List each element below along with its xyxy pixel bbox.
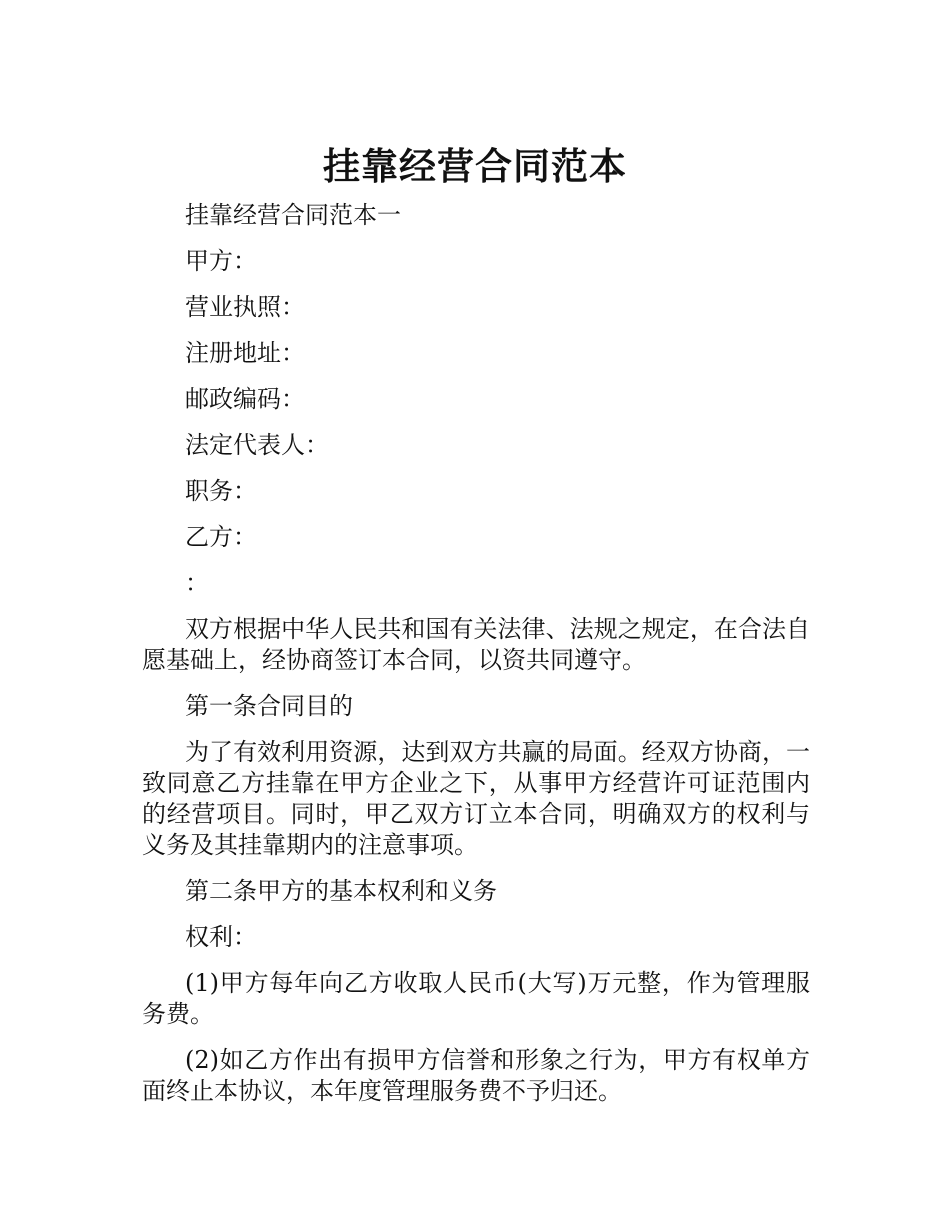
- document-title: 挂靠经营合同范本: [323, 144, 627, 188]
- paragraph-contract-subtitle: 挂靠经营合同范本一: [185, 201, 401, 229]
- paragraph-rights-heading: 权利：: [185, 923, 257, 951]
- document-body: [142, 200, 810, 1122]
- paragraph-article-2-heading: 第二条甲方的基本权利和义务: [185, 877, 497, 905]
- paragraph-party-a: 甲方：: [185, 247, 257, 275]
- paragraph-position: 职务：: [185, 477, 257, 505]
- paragraph-right-1: (1)甲方每年向乙方收取人民币(大写)万元整，作为管理服务费。: [142, 969, 810, 1028]
- paragraph-legal-representative: 法定代表人：: [185, 431, 329, 459]
- paragraph-article-1-heading: 第一条合同目的: [185, 692, 353, 720]
- paragraph-article-1-body: 为了有效利用资源，达到双方共赢的局面。经双方协商，一致同意乙方挂靠在甲方企业之下，从事甲方经营许可证范围内的经营项目。同时，甲乙双方订立本合同，明确双方的权利与义务及其挂靠期内的注意事项。: [142, 738, 810, 859]
- paragraph-business-license: 营业执照：: [185, 293, 305, 321]
- paragraph-right-2: (2)如乙方作出有损甲方信誉和形象之行为，甲方有权单方面终止本协议，本年度管理服务费不予归还。: [142, 1046, 810, 1105]
- paragraph-registered-address: 注册地址：: [185, 339, 305, 367]
- paragraph-preamble: 双方根据中华人民共和国有关法律、法规之规定，在合法自愿基础上，经协商签订本合同，以资共同遵守。: [142, 615, 810, 674]
- paragraph-postal-code: 邮政编码：: [185, 385, 305, 413]
- paragraph-party-b: 乙方：: [185, 523, 257, 551]
- paragraph-blank-field: ：: [185, 569, 209, 597]
